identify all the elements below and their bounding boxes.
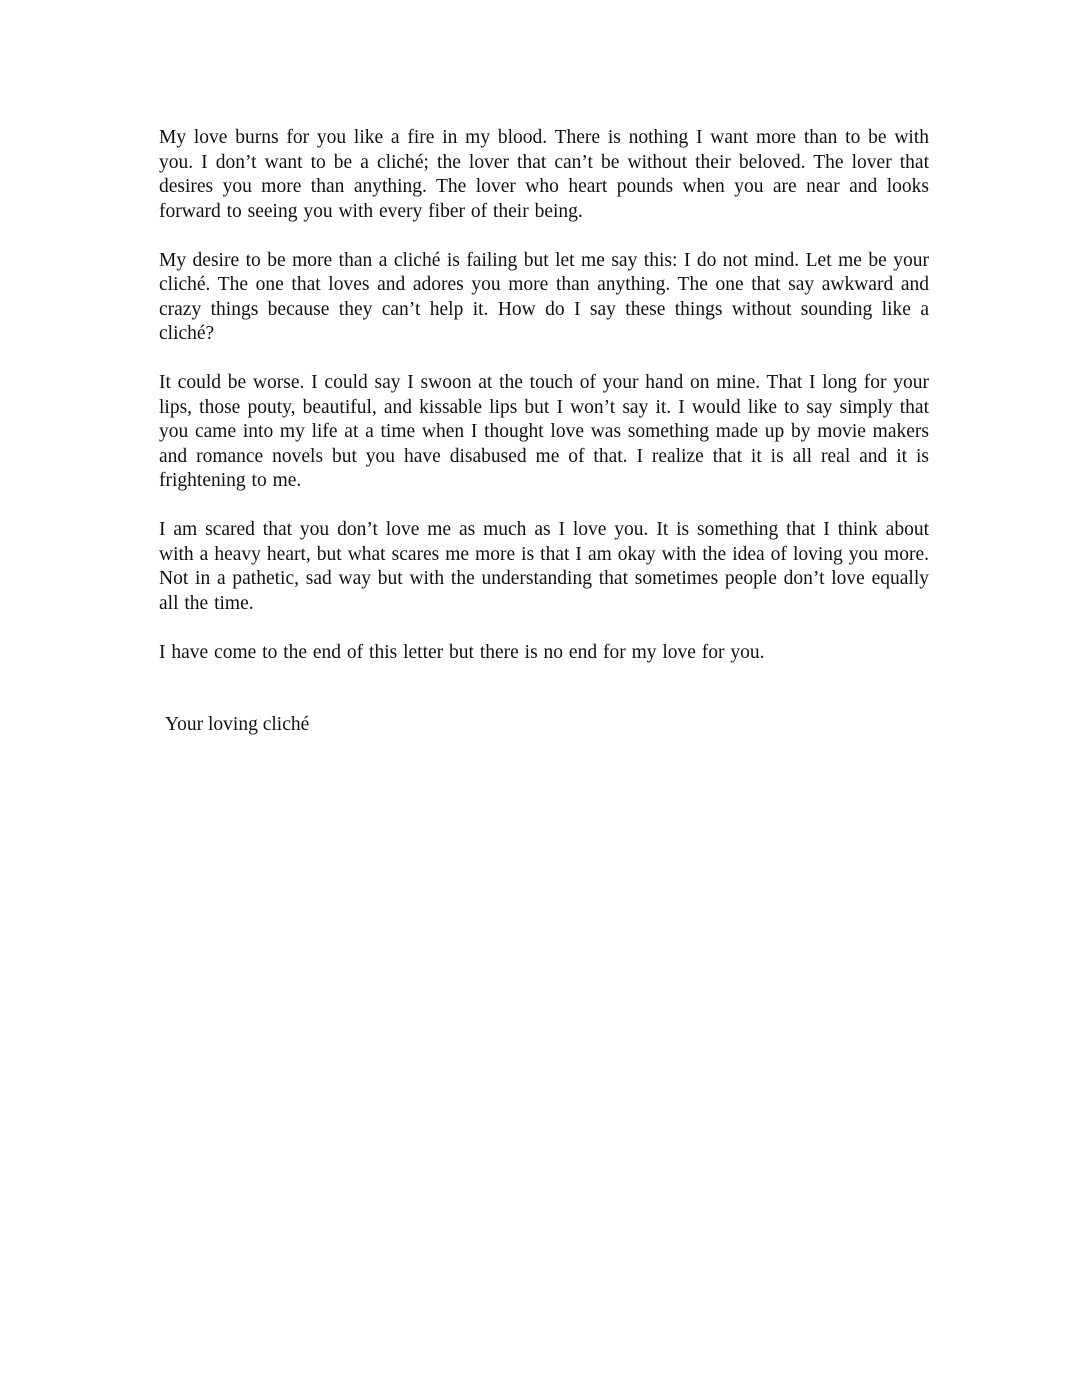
paragraph-5: I have come to the end of this letter but there is no end for my love for you. xyxy=(159,641,765,663)
signature: Your loving cliché xyxy=(165,714,310,735)
paragraph-1: My love burns for you like a fire in my blood. There is nothing I want more than to be with you. I don’t want to be a cliché; the lover that can’t be without their beloved. The lover that desires you more than anything. The lover who heart pounds when you are near and looks forward to seeing you with every fiber of their being. xyxy=(159,127,929,222)
paragraph-2: My desire to be more than a cliché is failing but let me say this: I do not mind. Let me be your cliché. The one that loves and adores you more than anything. The one that say awkward and crazy things because they can’t help it. How do I say these things without sounding like a cliché? xyxy=(159,249,929,344)
paragraph-4: I am scared that you don’t love me as much as I love you. It is something that I think about with a heavy heart, but what scares me more is that I am okay with the idea of loving you more. Not in a pathetic, sad way but with the understanding that sometimes people don’t love equally all the time. xyxy=(159,519,929,614)
letter-body xyxy=(159,126,929,738)
paragraph-3: It could be worse. I could say I swoon at the touch of your hand on mine. That I long for your lips, those pouty, beautiful, and kissable lips but I won’t say it. I would like to say simply that you came into my life at a time when I thought love was something made up by movie makers and romance novels but you have disabused me of that. I realize that it is all real and it is frightening to me. xyxy=(159,372,929,491)
